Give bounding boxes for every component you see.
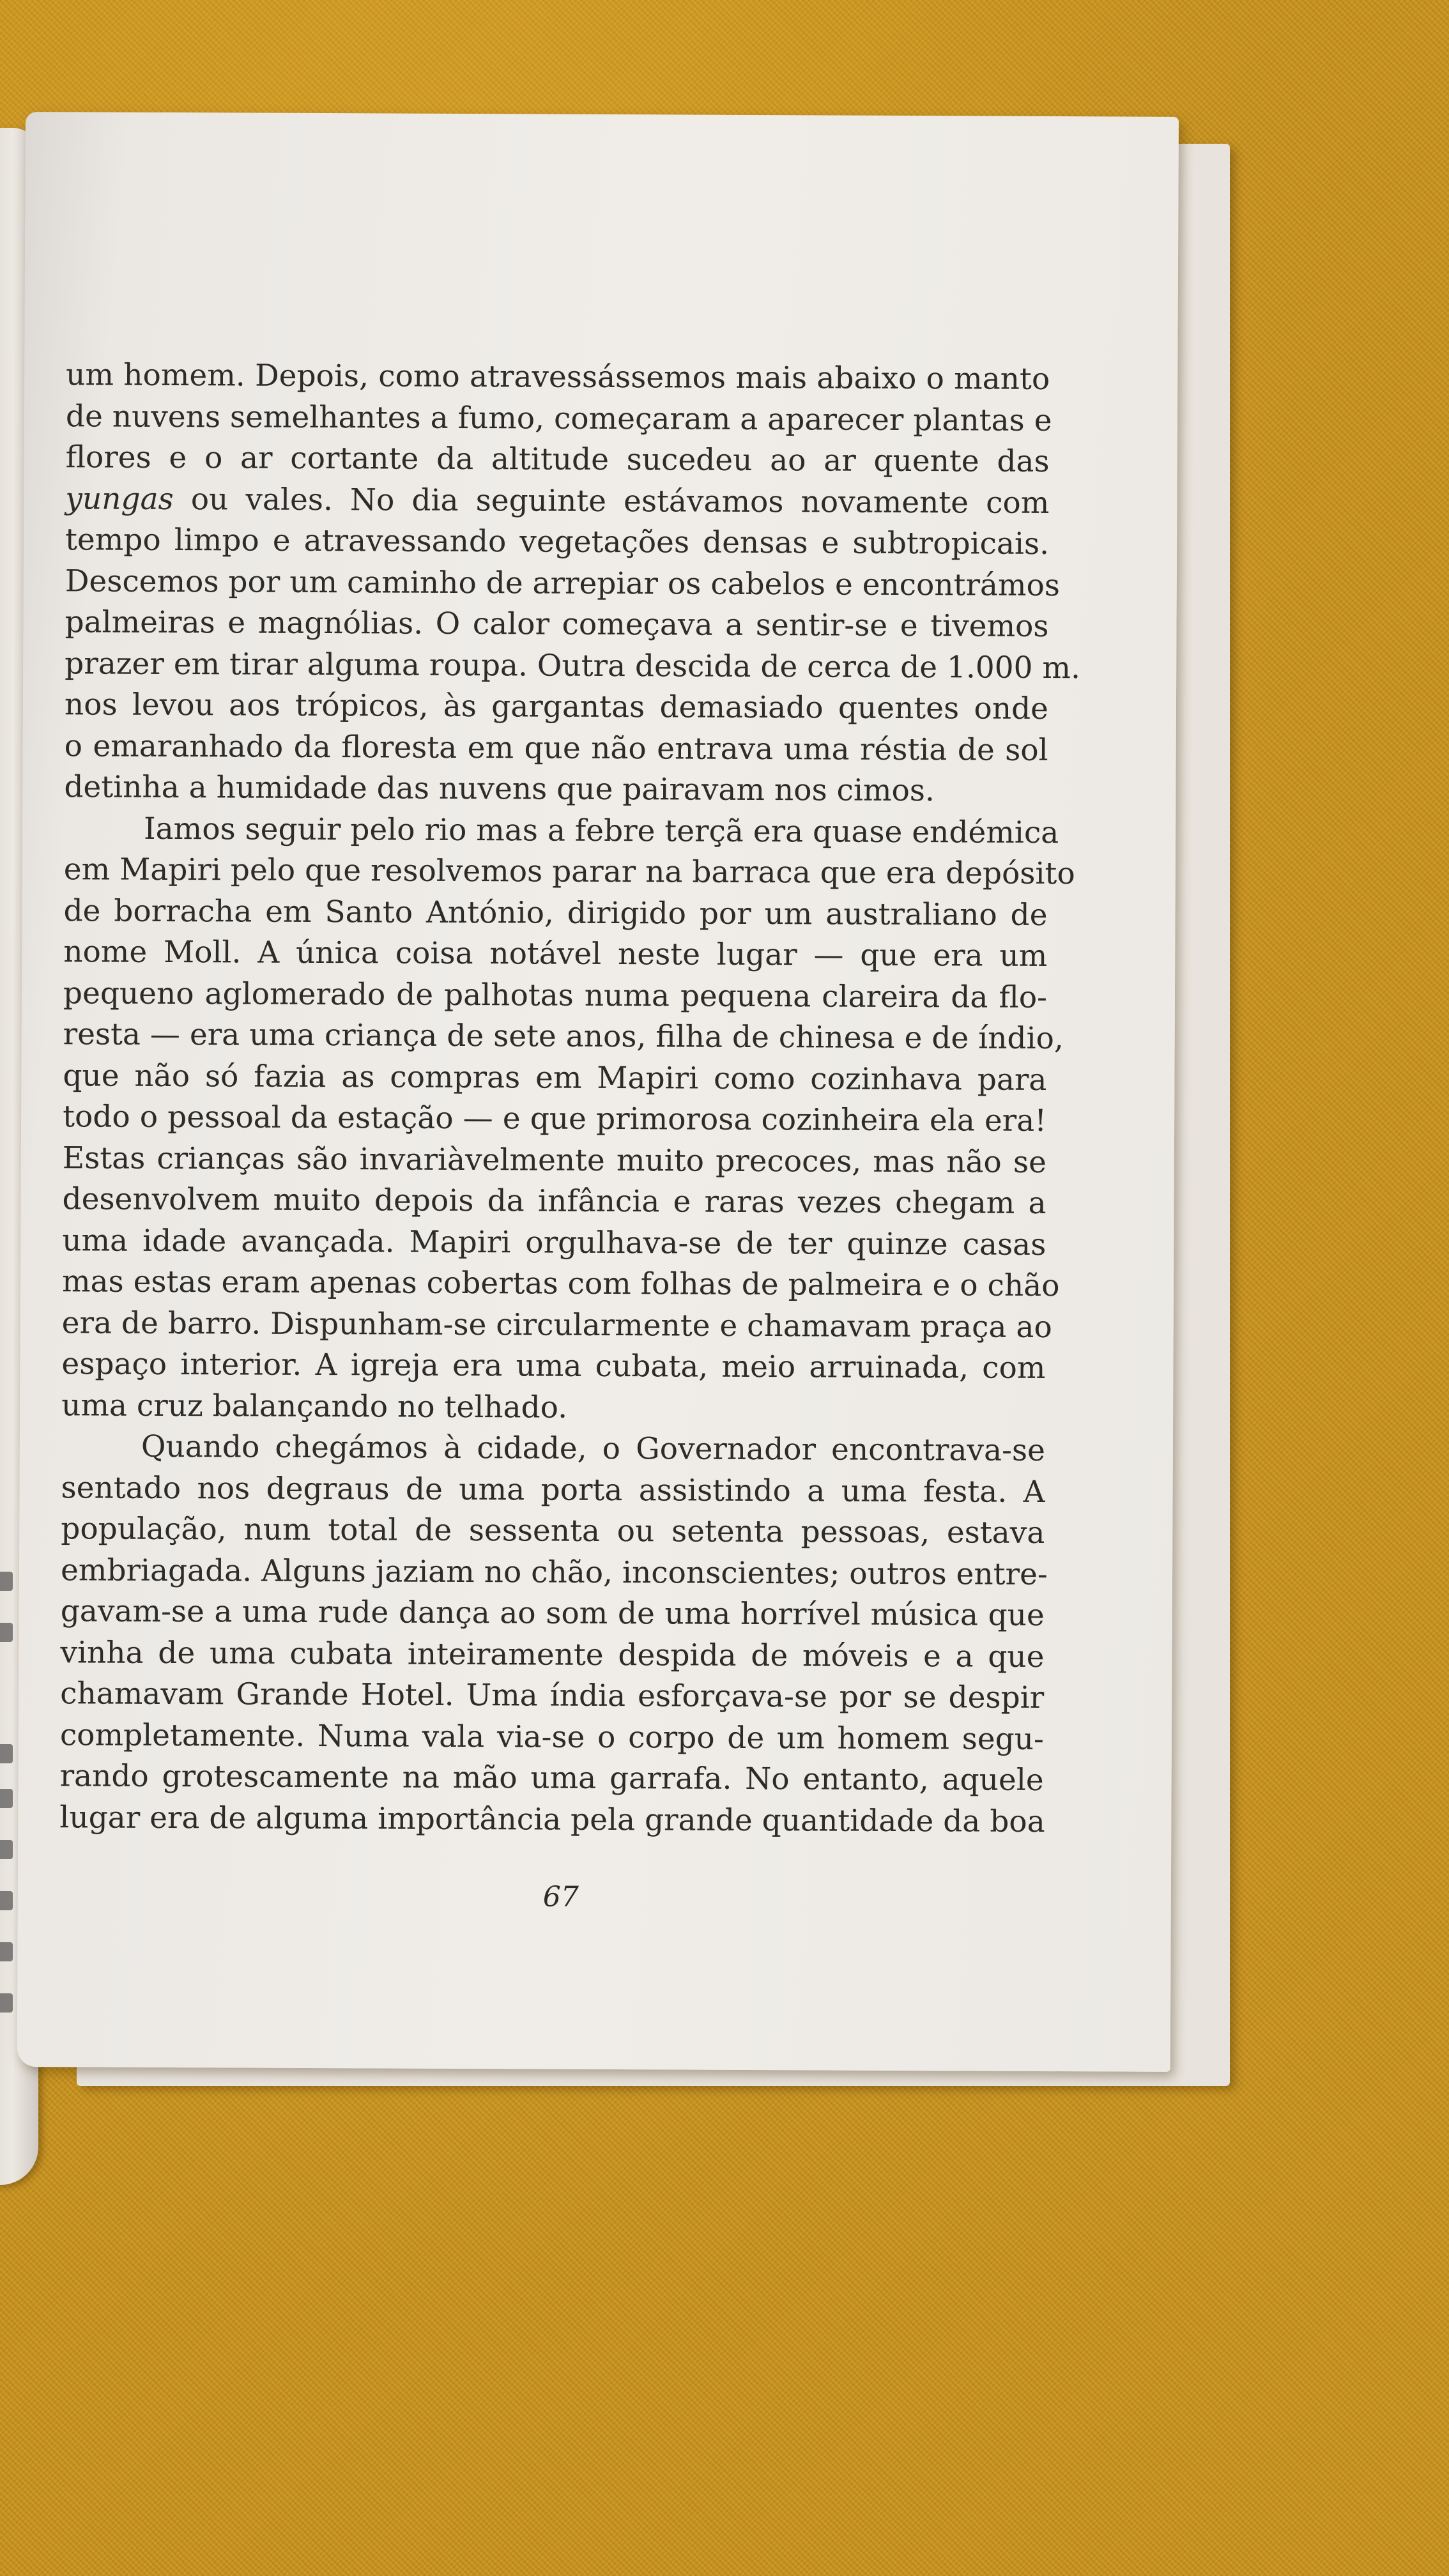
text-line: Iamos seguir pelo rio mas a febre terçã era quase endémica	[143, 811, 1059, 850]
left-page-text-fragment	[0, 1993, 13, 2012]
text-line: Descemos por um caminho de arrepiar os cabelos e encontrámos	[65, 563, 1061, 603]
text-line: embriagada. Alguns jaziam no chão, inconscientes; outros entre-	[60, 1552, 1048, 1592]
text-line: uma idade avançada. Mapiri orgulhava-se de ter quinze casas	[62, 1222, 1046, 1262]
text-line: detinha a humidade das nuvens que pairavam nos cimos.	[64, 769, 935, 809]
left-page-text-fragment	[0, 1789, 13, 1808]
text-line: flores e o ar cortante da altitude sucedeu ao ar quente das	[65, 440, 1050, 479]
text-line: desenvolvem muito depois da infância e raras vezes chegam a	[62, 1181, 1046, 1221]
text-line: lugar era de alguma importância pela grande quantidade da boa	[59, 1799, 1045, 1839]
text-line: o emaranhado da floresta em que não entrava uma réstia de sol	[64, 728, 1048, 768]
text-line: população, num total de sessenta ou setenta pessoas, estava	[61, 1511, 1045, 1551]
text-line: que não só fazia as compras em Mapiri como cozinhava para	[63, 1057, 1047, 1098]
left-page-text-fragment	[0, 1572, 13, 1591]
text-line: uma cruz balançando no telhado.	[61, 1387, 568, 1425]
text-line: era de barro. Dispunham-se circularmente e chamavam praça ao	[61, 1305, 1052, 1345]
text-line: em Mapiri pelo que resolvemos parar na barraca que era depósito	[63, 852, 1075, 892]
text-line: um homem. Depois, como atravessássemos mais abaixo o manto	[66, 357, 1050, 397]
left-page-text-fragment	[0, 1840, 13, 1859]
left-page-text-fragment	[0, 1623, 13, 1642]
text-line: de borracha em Santo António, dirigido por um australiano de	[63, 893, 1048, 933]
left-page-text-fragment	[0, 1942, 13, 1961]
body-text	[59, 355, 1081, 1843]
text-line: tempo limpo e atravessando vegetações densas e subtropicais.	[65, 522, 1050, 562]
text-line: chamavam Grande Hotel. Uma índia esforçava-se por se despir	[60, 1676, 1045, 1715]
text-line: sentado nos degraus de uma porta assistindo a uma festa. A	[61, 1469, 1045, 1510]
text-line: espaço interior. A igreja era uma cubata, meio arruinada, com	[61, 1346, 1046, 1386]
text-line: completamente. Numa vala via-se o corpo de um homem segu-	[59, 1717, 1045, 1757]
page-number: 67	[542, 1880, 579, 1913]
text-line: yungas ou vales. No dia seguinte estávamos novamente com	[65, 480, 1050, 521]
text-line: nos levou aos trópicos, às gargantas demasiado quentes onde	[64, 687, 1049, 726]
text-line: mas estas eram apenas cobertas com folhas de palmeira e o chão	[61, 1264, 1060, 1304]
text-line: Quando chegámos à cidade, o Governador encontrava-se	[141, 1429, 1045, 1468]
text-line: todo o pessoal da estação — e que primorosa cozinheira ela era!	[63, 1099, 1047, 1138]
left-page-text-fragment	[0, 1891, 13, 1910]
left-page-text-fragment	[0, 1744, 13, 1763]
text-line: nome Moll. A única coisa notável neste lugar — que era um	[63, 934, 1048, 974]
text-line: resta — era uma criança de sete anos, filha de chinesa e de índio,	[63, 1016, 1064, 1057]
book-page	[17, 112, 1179, 2072]
text-line: gavam-se a uma rude dança ao som de uma horrível música que	[60, 1593, 1045, 1633]
text-line: prazer em tirar alguma roupa. Outra descida de cerca de 1.000 m.	[65, 645, 1081, 686]
text-line: palmeiras e magnólias. O calor começava a sentir-se e tivemos	[65, 604, 1049, 644]
text-line: vinha de uma cubata inteiramente despida de móveis e a que	[60, 1634, 1045, 1675]
text-line: Estas crianças são invariàvelmente muito precoces, mas não se	[62, 1140, 1046, 1180]
text-line: de nuvens semelhantes a fumo, começaram a aparecer plantas e	[65, 398, 1052, 438]
text-line: pequeno aglomerado de palhotas numa pequena clareira da flo-	[63, 975, 1048, 1015]
text-line: rando grotescamente na mão uma garrafa. No entanto, aquele	[59, 1758, 1044, 1798]
